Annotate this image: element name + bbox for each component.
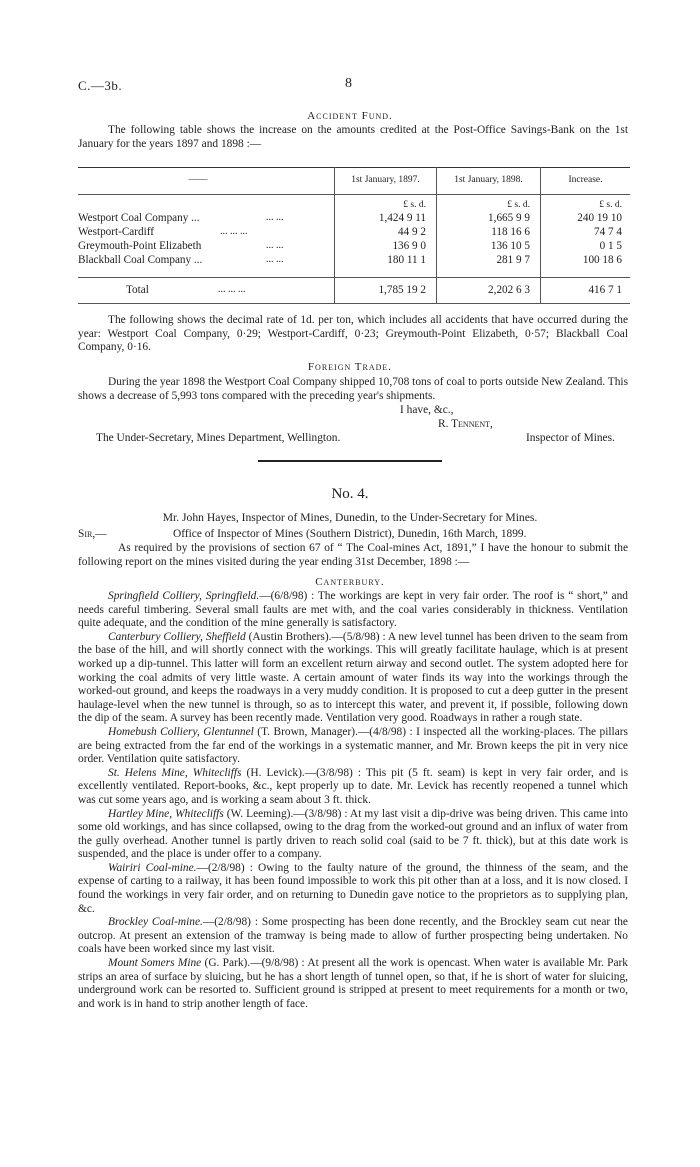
value-1897: 1,424 9 11 [378,212,426,224]
table-divider [540,167,541,303]
value-increase: 0 1 5 [599,240,622,252]
mine-report-text: (G. Park).—(9/8/98) : At present all the work is opencast. When water is available Mr. Park strips an area of surface by sluicing, but he has a short length of tunnel open, so that, if he is short of water for sluicing, underground work can be resorted to. Sufficient ground is stripped at present to meet requirements for a month or two, and work is in hand to strip another length of face. [78,957,628,1010]
row-leader: ... ... ... [220,226,248,237]
mine-report-text: (T. Brown, Manager).—(4/8/98) : I inspected all the working-places. The pillars are being extracted from the far end of the workings in a systematic manner, and Mr. Brown keeps the pit in very nice order. Ventilation quite satisfactory. [78,725,628,766]
foreign-trade-paragraph: During the year 1898 the Westport Coal Company shipped 10,708 tons of coal to ports outside New Zealand. This shows a decrease of 5,993 tons compared with the preceding year's shipments. [78,376,629,402]
row-leader: ... ... [266,254,284,265]
total-increase: 416 7 1 [588,284,622,296]
value-1898: 118 16 6 [491,226,530,238]
row-leader: ... ... [266,212,284,223]
decimal-rate-paragraph: The following shows the decimal rate of 1d. per ton, which includes all accidents that have occurred during the year: Westport Coal Company, 0·29; Westport-Cardiff, 0·23; Greymouth-Point Elizabeth, 0·57; Blackball Coal Company, 0·16. [78,314,628,354]
mine-report-paragraph [78,808,628,862]
row-name: Westport-Cardiff [78,226,154,238]
accident-fund-title: Accident Fund. [307,110,393,122]
table-total-rule [78,277,630,278]
units-label: £ s. d. [599,200,622,210]
table-divider [334,167,335,303]
signatory-name: R. Tennent, [438,418,493,430]
table-header-rule [78,194,630,195]
row-name: Blackball Coal Company ... [78,254,203,266]
row-name: Westport Coal Company ... [78,212,200,224]
mine-name: Wairiri Coal-mine. [108,861,197,874]
value-increase: 74 7 4 [594,226,622,238]
units-label: £ s. d. [403,200,426,210]
mine-name: Hartley Mine, Whitecliffs [108,807,224,820]
units-label: £ s. d. [507,200,530,210]
value-increase: 240 19 10 [577,212,622,224]
mine-report-text: —(2/8/98) : Some prospecting has been done recently, and the Brockley seam cut near the outcrop. At present an extension of the tramway is being made to allow of further prospecting being undertaken. No coals have been worked since my last visit. [78,916,628,956]
table-header-1897: 1st January, 1897. [351,175,420,185]
value-1898: 281 9 7 [496,254,530,266]
office-line: Office of Inspector of Mines (Southern District), Dunedin, 16th March, 1899. [173,528,527,540]
row-name: Greymouth-Point Elizabeth [78,240,202,252]
value-1897: 136 9 0 [392,240,426,252]
mine-report-paragraph [78,767,628,808]
value-1897: 180 11 1 [387,254,426,266]
value-1898: 1,665 9 9 [488,212,530,224]
row-leader: ... ... ... [218,284,246,295]
page-number: 8 [345,76,352,91]
mine-report-paragraph [78,726,628,767]
mine-name: St. Helens Mine, Whitecliffs [108,766,242,779]
total-1897: 1,785 19 2 [378,284,426,296]
mine-name: Homebush Colliery, Glentunnel [108,725,254,738]
total-1898: 2,202 6 3 [488,284,530,296]
table-divider [436,167,437,303]
value-1898: 136 10 5 [490,240,530,252]
foreign-trade-title: Foreign Trade. [307,361,393,373]
mine-report-paragraph [78,957,628,1011]
report-intro: As required by the provisions of section 67 of “ The Coal-mines Act, 1891,” I have the honour to submit the following report on the mines visited during the year ending 31st December, 1898 :— [78,542,628,568]
header-reference: C.—3b. [78,78,123,93]
mine-name: Brockley Coal-mine. [108,916,203,929]
mine-report-text: (W. Leeming).—(3/8/98) : At my last visit a dip-drive was being driven. This came into some old workings, and has since collapsed, owing to the drag from the worked-out ground and an influx of water from the gully overhead. Another tunnel is partly driven to reach solid coal (said to be 7 ft. thick), but at this date work is suspended, and the place is under offer to a company. [78,807,629,861]
mine-report-paragraph [78,862,628,916]
table-top-rule [78,167,630,168]
total-label: Total [126,284,149,296]
salutation: Sir,— [78,528,107,540]
signatory-title: Inspector of Mines. [526,432,615,444]
mine-name: Springfield Colliery, Springfield. [108,590,260,602]
table-header-1898: 1st January, 1898. [454,175,523,185]
mine-report-paragraph [78,590,628,631]
mine-report-text: —(2/8/98) : Owing to the faulty nature of the ground, the thinness of the seam, and the expense of carting to a railway, it has been found impossible to work this pit other than at a loss, and it is now closed. I found the workings in very fair order, and on returning to Dunedin gave notice to the proprietors as to supplying plan, &c. [78,861,629,915]
row-leader: ... ... [266,240,284,251]
report-subheading: Mr. John Hayes, Inspector of Mines, Dunedin, to the Under-Secretary for Mines. [162,511,538,524]
table-bottom-rule [78,303,630,304]
section-divider [258,460,442,462]
value-1897: 44 9 2 [398,226,426,238]
mine-reports [78,590,628,1011]
mine-report-paragraph [78,631,628,726]
mine-report-text: (Austin Brothers).—(5/8/98) : A new level tunnel has been driven to the seam from the base of the hill, and will shortly connect with the workings. This will greatly facilitate haulage, which is at present worked up a dip-tunnel. This latter will form an excellent return airway and second outlet. The system adopted here for working the coal admits of very little waste. A certain amount of water finds its way into the workings through the worked-out ground, and keeps the roadways in a very muddy condition. It is proposed to cut a deep gutter in the present haulage-level when the new tunnel is through, so as to intercept this water, and prevent it, if possible, following down the dip of the seam. A survey has been recently made. Ventilation very good. Roadways in rather a rough state. [78,630,629,725]
mine-report-text: (H. Levick).—(3/8/98) : This pit (5 ft. seam) is kept in very fair order, and is excellently ventilated. Report-books, &c., kept properly up to date. Mr. Levick has recently reopened a tunnel which was cut some years ago, and is working a seam about 3 ft. thick. [78,766,628,806]
report-number-heading: No. 4. [331,486,369,502]
addressee: The Under-Secretary, Mines Department, Wellington. [96,432,341,444]
region-heading: Canterbury. [315,576,385,588]
accident-fund-intro: The following table shows the increase on the amounts credited at the Post-Office Savings-Bank on the 1st January for the years 1897 and 1898 :— [78,124,628,150]
mine-name: Canterbury Colliery, Sheffield [108,630,246,643]
closing-line: I have, &c., [400,404,454,416]
mine-report-text: —(6/8/98) : The workings are kept in very fair order. The roof is “ short,” and needs careful timbering. Several small faults are met with, and the coal varies considerably in thickness. Ventilation quite adequate, and the condition of the mine generally is satisfactory. [78,590,629,630]
table-header-blank: —— [188,175,208,185]
mine-report-paragraph [78,916,628,957]
table-header-increase: Increase. [568,175,603,185]
value-increase: 100 18 6 [582,254,622,266]
mine-name: Mount Somers Mine [108,957,202,970]
